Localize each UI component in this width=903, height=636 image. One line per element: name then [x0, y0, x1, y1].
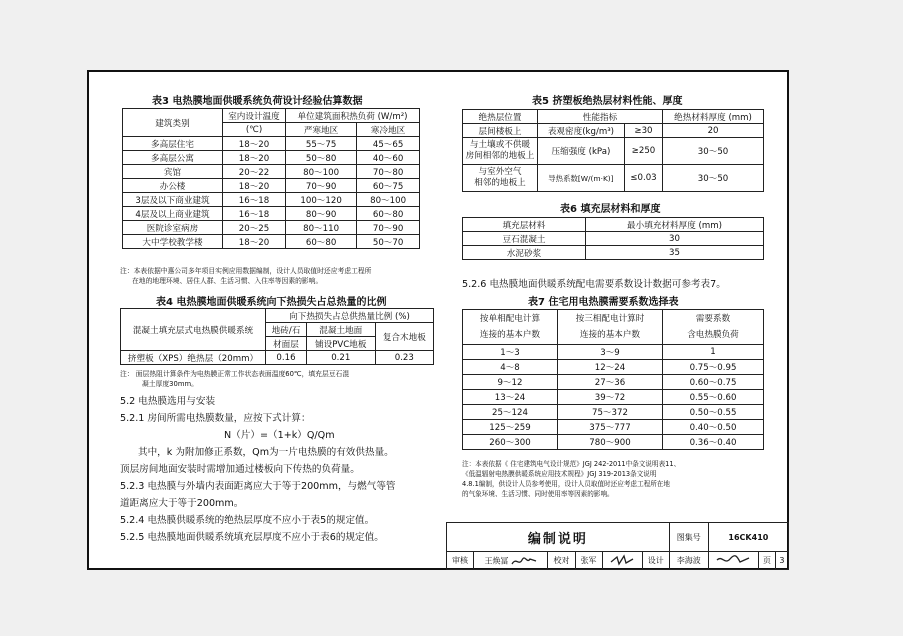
- table-row: 医院诊室病房 20～25 80～110 70～90: [123, 221, 420, 235]
- table4-title: 表4 电热膜地面供暖系统向下热损失占总热量的比例: [156, 297, 387, 308]
- table-row: 25～124 75～372 0.50～0.55: [463, 405, 764, 420]
- table3-col-load: 单位建筑面积热负荷 (W/m²): [286, 109, 420, 123]
- table5-title: 表5 挤塑板绝热层材料性能、厚度: [532, 96, 683, 107]
- table-row: 水泥砂浆 35: [463, 246, 764, 260]
- reviewer-name: 王焕冨: [474, 552, 548, 570]
- table3-col-cold: 寒冷地区: [357, 123, 420, 137]
- table-row: 9～12 27～36 0.60～0.75: [463, 375, 764, 390]
- table3-col-temp-unit: (℃): [223, 123, 286, 137]
- table-row: 3层及以下商业建筑 16～18 100～120 80～100: [123, 193, 420, 207]
- reviewer-signature: [511, 555, 537, 567]
- section-5-2-3-a: 5.2.3 电热膜与外墙内表面距离应大于等于200mm，与燃气等管: [120, 481, 396, 492]
- table-row: 13～24 39～72 0.55～0.60: [463, 390, 764, 405]
- table-row: 4层及以上商业建筑 16～18 80～90 60～80: [123, 207, 420, 221]
- atlas-label: 图集号: [669, 523, 708, 552]
- explain-line-1: 其中，k 为附加修正系数，Qm为一片电热膜的有效供热量。: [138, 447, 394, 458]
- title-block: 编制说明 图集号 16CK410 审核 王焕冨 校对 张军 设计 李海波 页 3: [446, 522, 789, 570]
- table-row: 多高层住宅 18～20 55～75 45～65: [123, 137, 420, 151]
- table7-title: 表7 住宅用电热膜需要系数选择表: [528, 297, 679, 308]
- page-number: 3: [775, 552, 788, 570]
- section-5-2: 5.2 电热膜选用与安装: [120, 396, 216, 407]
- checker-name: 张军: [575, 552, 602, 570]
- title-block-name: 编制说明: [447, 523, 670, 552]
- table-row: 与土壤或不供暖 房间相邻的地板上 压缩强度 (kPa) ≥250 30～50: [463, 138, 764, 165]
- explain-line-2: 顶层房间地面安装时需增加通过楼板向下传热的负荷量。: [120, 464, 360, 475]
- table-row: 260～300 780～900 0.36～0.40: [463, 435, 764, 450]
- table3: [122, 108, 420, 249]
- table3-col-severe: 严寒地区: [286, 123, 357, 137]
- formula: N（片）=（1+k）Q/Qm: [224, 430, 335, 441]
- table3-title: 表3 电热膜地面供暖系统负荷设计经验估算数据: [152, 96, 363, 107]
- table5: 绝热层位置 性能指标 绝热材料厚度 (mm) 层间楼板上 表观密度(kg/m³) ≥30 20 与土壤或不供暖 房间相邻的地板上 压缩强度 (kPa) ≥250 30～50 与室外空气 相邻的地板上 导热系数[W/(m·K)] ≤0.03 30～50: [462, 109, 764, 192]
- section-5-2-3-b: 道距离应大于等于200mm。: [120, 498, 244, 509]
- table-row: 层间楼板上 表观密度(kg/m³) ≥30 20: [463, 124, 764, 138]
- table-row: 挤塑板（XPS）绝热层（20mm） 0.16 0.21 0.23: [121, 351, 434, 365]
- checker-signature: [609, 554, 635, 566]
- section-5-2-6: 5.2.6 电热膜地面供暖系统配电需要系数设计数据可参考表7。: [462, 279, 726, 290]
- table-row: 宾馆 20～22 80～100 70～80: [123, 165, 420, 179]
- designer-signature: [716, 554, 750, 566]
- table7-note: 注：本表依据《 住宅建筑电气设计规范》JGJ 242-2011中条文说明表11、 《低温辐射电热膜供暖系统应用技术规程》JGJ 319-2013条文说明 4.8.1编制，供设计人员参考使用，设计人员取值时还应考虑工程所在地 的气象环境、生活习惯、同时使用率等因素的影响。: [462, 460, 681, 498]
- designer-name: 李海波: [669, 552, 708, 570]
- table3-col-building: 建筑类别: [123, 109, 223, 137]
- table-row: 多高层公寓 18～20 50～80 40～60: [123, 151, 420, 165]
- section-5-2-1: 5.2.1 房间所需电热膜数量，应按下式计算：: [120, 413, 311, 424]
- atlas-number: 16CK410: [708, 523, 788, 552]
- table-row: 4～8 12～24 0.75～0.95: [463, 360, 764, 375]
- table-row: 1～3 3～9 1: [463, 345, 764, 360]
- section-5-2-4: 5.2.4 电热膜供暖系统的绝热层厚度不应小于表5的规定值。: [120, 515, 375, 526]
- table-row: 125～259 375～777 0.40～0.50: [463, 420, 764, 435]
- table-row: 办公楼 18～20 70～90 60～75: [123, 179, 420, 193]
- section-5-2-5: 5.2.5 电热膜地面供暖系统填充层厚度不应小于表6的规定值。: [120, 532, 384, 543]
- table4: 混凝土填充层式电热膜供暖系统 向下热损失占总供热量比例 (%) 地砖/石 混凝土地面 复合木地板 材面层 铺设PVC地板 挤塑板（XPS）绝热层（20mm） 0.16 0.21 0.23: [120, 308, 434, 365]
- table6: 填充层材料 最小填充材料厚度 (mm) 豆石混凝土 30 水泥砂浆 35: [462, 217, 764, 260]
- table3-col-temp: 室内设计温度: [223, 109, 286, 123]
- table-row: 豆石混凝土 30: [463, 232, 764, 246]
- table7: 按单相配电计算 连接的基本户数 按三相配电计算时 连接的基本户数 需要系数 含电热膜负荷 1～3 3～9 1 4～8 12～24 0.75～0.95 9～12 27～36 0.60～0.75 13～24 39～72 0.55～0.60 25～124 75～372 0.50～0.55 125～259 375～777 0.40～0.50 260～300 780～900 0.36～0.40: [462, 309, 764, 450]
- table4-col-ratio: 向下热损失占总供热量比例 (%): [266, 309, 434, 323]
- table4-col-system: 混凝土填充层式电热膜供暖系统: [121, 309, 266, 351]
- table-row: 与室外空气 相邻的地板上 导热系数[W/(m·K)] ≤0.03 30～50: [463, 165, 764, 192]
- table3-note: 注：本表依据中惠公司多年项目实例应用数据编制，设计人员取值时还应考虑工程所 在地的地理环境、居住人群、生活习惯、入住率等因素的影响。: [120, 267, 372, 285]
- table-row: 大中学校教学楼 18～20 60～80 50～70: [123, 235, 420, 249]
- table4-note: 注： 面层热阻计算条件为电热膜正常工作状态表面温度60℃，填充层豆石混 凝土厚度30mm。: [120, 370, 350, 388]
- table6-title: 表6 填充层材料和厚度: [560, 204, 661, 215]
